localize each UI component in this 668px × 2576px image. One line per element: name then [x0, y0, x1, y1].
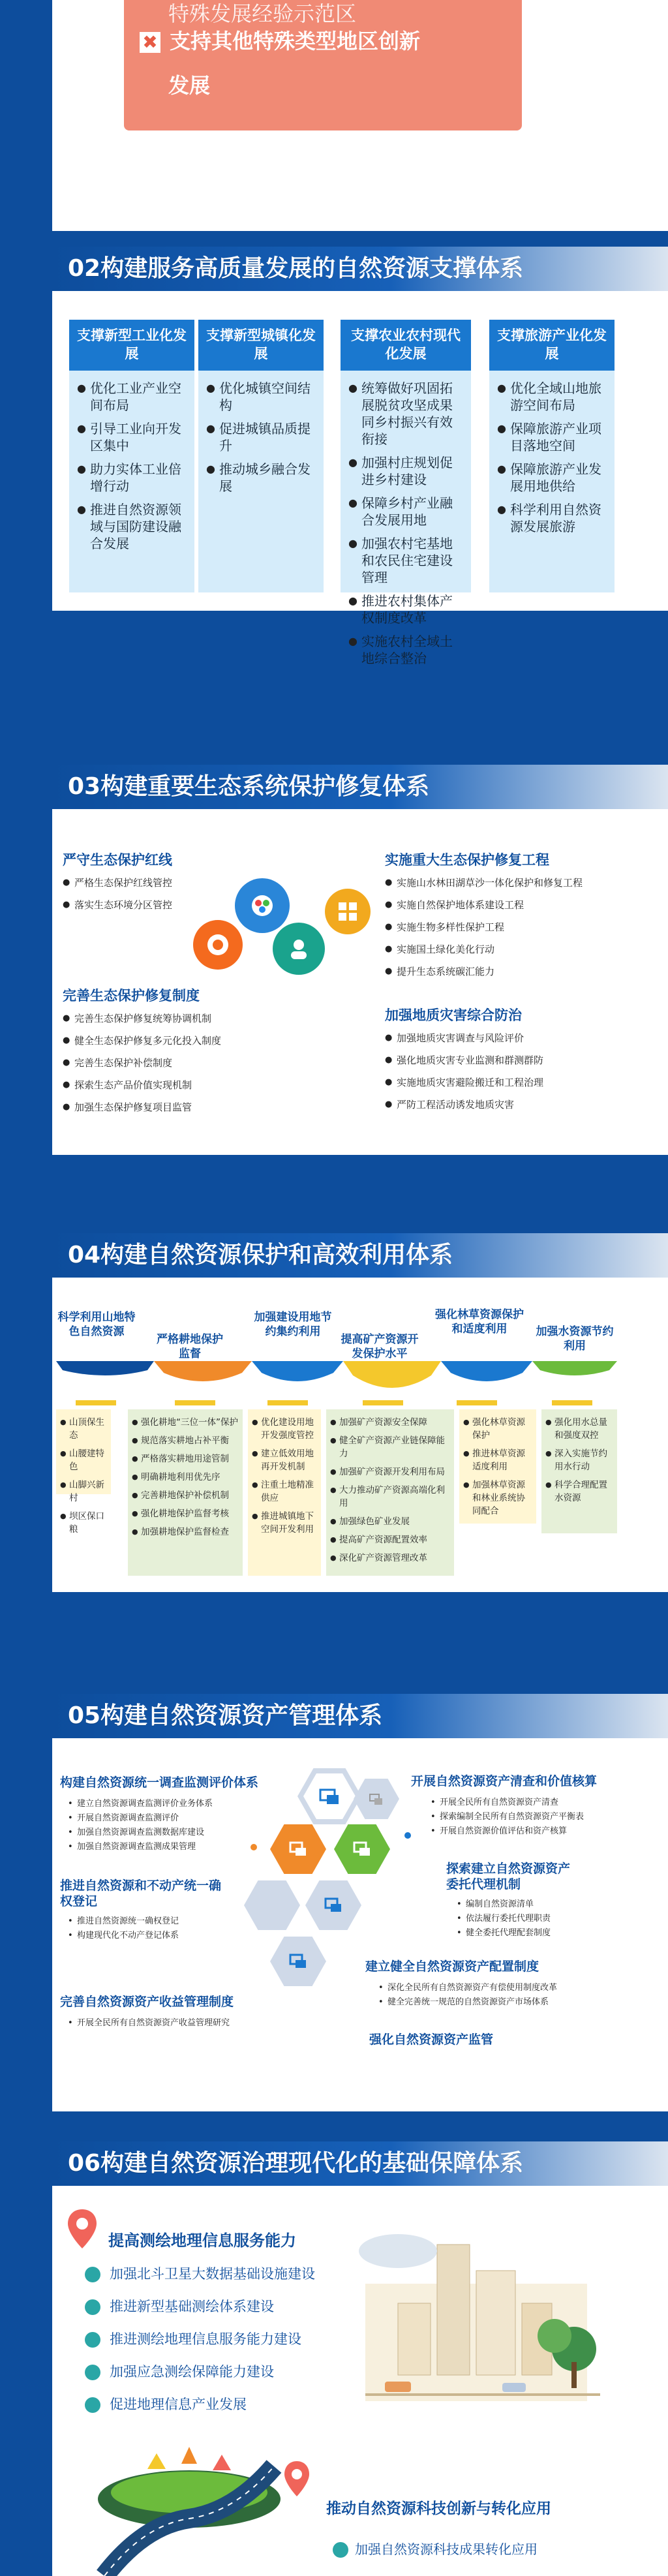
list-item: ● 规范落实耕地占补平衡	[132, 1434, 239, 1447]
list-item: • 开展全民所有自然资源资产收益管理研究	[68, 2016, 230, 2031]
list-item: ● 强化耕地“三位一体”保护	[132, 1416, 239, 1429]
list-item: • 编制自然资源清单	[457, 1897, 551, 1912]
list-item: ● 实施农村全域土地综合整治	[348, 633, 464, 667]
list-item: ● 推进自然资源领域与国防建设融合发展	[77, 501, 188, 552]
list-item: 推进新型基础测绘体系建设	[110, 2299, 274, 2314]
list-item: ● 健全矿产资源产业链保障能力	[330, 1434, 450, 1460]
list-item: ● 强化用水总量和强度双控	[545, 1416, 613, 1442]
list-item: • 健全完善统一规范的自然资源资产市场体系	[378, 1995, 557, 2010]
column-head: 科学利用山地特色自然资源	[57, 1311, 136, 1338]
bullet-dot-icon	[85, 2397, 100, 2413]
list-item: 加强北斗卫星大数据基础设施建设	[110, 2266, 315, 2282]
block-list	[68, 1797, 213, 1854]
list-item: ● 实施地质灾害避险搬迁和工程治理	[385, 1071, 543, 1094]
section3-title: 03构建重要生态系统保护修复体系	[68, 773, 430, 800]
list-item: ● 探索生态产品价值实现机制	[63, 1074, 221, 1096]
list-item: • 推进自然资源统一确权登记	[68, 1914, 179, 1929]
list-item: 促进地理信息产业发展	[110, 2397, 247, 2412]
bullet-dot-icon	[85, 2332, 100, 2348]
list-item: ● 坝区保口粮	[60, 1510, 107, 1536]
column-head: 强化林草资源保护和适度利用	[435, 1308, 524, 1336]
list-item: ● 推进农村集体产权制度改革	[348, 592, 464, 626]
block-title: 提高测绘地理信息服务能力	[108, 2231, 296, 2250]
section5-title: 05构建自然资源资产管理体系	[68, 1702, 383, 1729]
list-item: ● 加强村庄规划促进乡村建设	[348, 454, 464, 488]
bullet-dot-icon	[333, 2542, 348, 2558]
list-item: ● 深入实施节约用水行动	[545, 1447, 613, 1473]
list-item: ● 统筹做好巩固拓展脱贫攻坚成果同乡村振兴有效衔接	[348, 380, 464, 448]
block-list	[63, 1007, 221, 1118]
section4-header	[52, 1233, 668, 1278]
list-item: ● 注重土地精准供应	[252, 1479, 317, 1505]
list-item: • 加强自然资源调查监测数据库建设	[68, 1826, 213, 1840]
section3-header	[52, 765, 668, 809]
block-list	[68, 2016, 230, 2031]
card-title: 支撑新型工业化发展	[69, 320, 194, 371]
location-pin-icon	[282, 2460, 312, 2498]
column-marker	[552, 1400, 592, 1405]
list-item: ● 加强农村宅基地和农民住宅建设管理	[348, 535, 464, 586]
card-agriculture	[341, 320, 471, 666]
list-item: ● 加强耕地保护监督检查	[132, 1526, 239, 1539]
arc-segment	[252, 1361, 343, 1381]
block-title: 构建自然资源统一调查监测评价体系	[60, 1775, 259, 1790]
column-marker	[363, 1400, 403, 1405]
block-title: 建立健全自然资源资产配置制度	[365, 1959, 539, 1974]
column-list	[541, 1409, 617, 1533]
list-item: ● 推进城镇地下空间开发利用	[252, 1510, 317, 1536]
intro-line-continued: 发展	[168, 73, 211, 98]
list-item: ● 山腰建特色	[60, 1447, 107, 1473]
list-item: • 构建现代化不动产登记体系	[68, 1929, 179, 1943]
card-urbanization	[198, 320, 324, 592]
list-item: ● 实施山水林田湖草沙一体化保护和修复工程	[385, 872, 583, 894]
card-tourism	[489, 320, 615, 592]
column-marker	[175, 1400, 215, 1405]
list-item: ● 加强矿产资源安全保障	[330, 1416, 450, 1429]
block-list	[68, 1914, 179, 1943]
column-list	[128, 1409, 243, 1576]
column-marker	[267, 1400, 308, 1405]
card-industry	[69, 320, 194, 592]
arc-segment	[56, 1361, 154, 1375]
list-item: ● 助力实体工业倍增行动	[77, 461, 188, 495]
column-list	[326, 1409, 454, 1576]
list-item: • 探索编制全民所有自然资源资产平衡表	[431, 1810, 584, 1824]
list-item: ● 推动城乡融合发展	[206, 461, 317, 495]
column-marker	[76, 1400, 116, 1405]
arc-segments	[56, 1361, 617, 1403]
column-head: 加强水资源节约利用	[536, 1325, 614, 1353]
list-item: ● 优化建设用地开发强度管控	[252, 1416, 317, 1442]
list-item: ● 强化林草资源保护	[463, 1416, 532, 1442]
intro-panel	[52, 0, 668, 231]
arc-segment	[343, 1361, 441, 1388]
list-item: ● 山顶保生态	[60, 1416, 107, 1442]
list-item: ● 完善耕地保护补偿机制	[132, 1489, 239, 1502]
list-item: • 加强自然资源调查监测成果管理	[68, 1840, 213, 1854]
block-title: 探索建立自然资源资产委托代理机制	[446, 1862, 571, 1892]
section6-title: 06构建自然资源治理现代化的基础保障体系	[68, 2150, 524, 2177]
list-item: ● 严格生态保护红线管控	[63, 872, 172, 894]
bullet-dot-icon	[85, 2299, 100, 2315]
list-item: ● 严防工程活动诱发地质灾害	[385, 1094, 543, 1116]
connector-dot	[404, 1832, 411, 1839]
list-item: ● 提高矿产资源配置效率	[330, 1533, 450, 1546]
block-title: 加强地质灾害综合防治	[385, 1007, 522, 1023]
list-item: 加强应急测绘保障能力建设	[110, 2364, 274, 2380]
list-item: • 建立自然资源调查监测评价业务体系	[68, 1797, 213, 1811]
section5-header	[52, 1694, 668, 1738]
block-list	[431, 1796, 584, 1839]
list-item: ● 保障乡村产业融合发展用地	[348, 495, 464, 529]
list-item: ● 健全生态保护修复多元化投入制度	[63, 1030, 221, 1052]
connector-dot	[250, 1844, 257, 1850]
location-pin-icon	[65, 2208, 99, 2250]
section6-header	[52, 2141, 668, 2186]
list-item: ● 优化城镇空间结构	[206, 380, 317, 414]
gear-icon	[273, 923, 325, 975]
list-item: ● 强化地质灾害专业监测和群测群防	[385, 1049, 543, 1071]
column-head: 提高矿产资源开发保护水平	[341, 1333, 419, 1360]
list-item: ● 推进林草资源适度利用	[463, 1447, 532, 1473]
list-item: ● 提升生态系统碳汇能力	[385, 960, 583, 983]
block-list	[63, 872, 172, 916]
list-item: 加强自然资源科技成果转化应用	[355, 2541, 538, 2557]
list-item: ● 落实生态环境分区管控	[63, 894, 172, 916]
block-title: 推动自然资源科技创新与转化应用	[326, 2500, 551, 2517]
block-title: 实施重大生态保护修复工程	[385, 852, 549, 868]
list-item: ● 实施自然保护地体系建设工程	[385, 894, 583, 916]
block-title: 推进自然资源和不动产统一确权登记	[60, 1878, 222, 1909]
list-item: ● 加强绿色矿业发展	[330, 1515, 450, 1528]
block-title: 严守生态保护红线	[63, 852, 172, 868]
block-list	[385, 872, 583, 983]
list-item: ● 深化矿产资源管理改革	[330, 1552, 450, 1565]
column-list	[56, 1409, 111, 1535]
bullet-dot-icon	[85, 2267, 100, 2282]
list-item: ● 优化工业产业空间布局	[77, 380, 188, 414]
list-item: ● 明确耕地利用优先序	[132, 1471, 239, 1484]
list-item: ● 大力推动矿产资源高端化利用	[330, 1484, 450, 1510]
block-title: 完善生态保护修复制度	[63, 988, 200, 1004]
list-item: ● 实施国土绿化美化行动	[385, 938, 583, 960]
list-item: ● 科学合理配置水资源	[545, 1479, 613, 1505]
list-item: • 健全委托代理配套制度	[457, 1926, 551, 1940]
list-item: ● 保障旅游产业发展用地供给	[497, 461, 608, 495]
list-item: ● 促进城镇品质提升	[206, 420, 317, 454]
arc-segment	[532, 1361, 617, 1375]
card-title: 支撑新型城镇化发展	[198, 320, 324, 371]
list-item: ● 建立低效用地再开发机制	[252, 1447, 317, 1473]
city-illustration	[339, 2205, 613, 2421]
list-item: ● 加强林草资源和林业系统协同配合	[463, 1479, 532, 1518]
landscape-illustration	[91, 2427, 287, 2576]
section2-title: 02构建服务高质量发展的自然资源支撑体系	[68, 255, 524, 282]
list-item: ● 引导工业向开发区集中	[77, 420, 188, 454]
list-item: 推进测绘地理信息服务能力建设	[110, 2331, 301, 2347]
list-item: ● 强化耕地保护监督考核	[132, 1507, 239, 1520]
block-list	[457, 1897, 551, 1940]
cross-icon: ✖	[140, 32, 160, 53]
column-head: 严格耕地保护监督	[157, 1333, 223, 1360]
section4-title: 04构建自然资源保护和高效利用体系	[68, 1242, 453, 1268]
list-item: ● 科学利用自然资源发展旅游	[497, 501, 608, 535]
intro-partial-line: 特殊发展经验示范区	[168, 1, 357, 26]
intro-box	[124, 0, 522, 130]
column-list	[248, 1409, 321, 1576]
column-list	[459, 1409, 536, 1524]
list-item: ● 加强生态保护修复项目监管	[63, 1096, 221, 1118]
column-head: 加强建设用地节约集约利用	[254, 1311, 332, 1338]
gear-icon	[235, 878, 290, 933]
list-item: ● 优化全域山地旅游空间布局	[497, 380, 608, 414]
list-item: • 开展自然资源调查监测评价	[68, 1811, 213, 1826]
list-item: • 开展全民所有自然资源资产清查	[431, 1796, 584, 1810]
list-item: • 开展自然资源价值评估和资产核算	[431, 1824, 584, 1839]
list-item: ● 完善生态保护补偿制度	[63, 1052, 221, 1074]
list-item: ● 实施生物多样性保护工程	[385, 916, 583, 938]
list-item: ● 保障旅游产业项目落地空间	[497, 420, 608, 454]
arc-segment	[154, 1361, 252, 1381]
intro-line	[140, 25, 420, 55]
block-list	[378, 1981, 557, 2010]
list-item: ● 加强矿产资源开发利用布局	[330, 1465, 450, 1479]
block-title: 开展自然资源资产清查和价值核算	[411, 1774, 598, 1788]
gear-icon	[193, 920, 243, 970]
list-item: ● 山脚兴新村	[60, 1479, 107, 1505]
block-title: 强化自然资源资产监管	[369, 2032, 494, 2047]
list-item: ● 加强地质灾害调查与风险评价	[385, 1027, 543, 1049]
section2-header	[52, 247, 668, 291]
gear-icon	[325, 889, 371, 934]
block-list	[385, 1027, 543, 1116]
card-title: 支撑旅游产业化发展	[489, 320, 615, 371]
list-item: ● 严格落实耕地用途管制	[132, 1452, 239, 1465]
list-item: • 深化全民所有自然资源资产有偿使用制度改革	[378, 1981, 557, 1995]
intro-line-text: 支持其他特殊类型地区创新	[170, 29, 421, 54]
block-title: 完善自然资源资产收益管理制度	[60, 1995, 234, 2009]
bullet-dot-icon	[85, 2365, 100, 2380]
list-item: ● 完善生态保护修复统筹协调机制	[63, 1007, 221, 1030]
arc-segment	[441, 1361, 532, 1381]
list-item: • 依法履行委托代理职责	[457, 1912, 551, 1926]
column-marker	[457, 1400, 497, 1405]
card-title: 支撑农业农村现代化发展	[341, 320, 471, 371]
